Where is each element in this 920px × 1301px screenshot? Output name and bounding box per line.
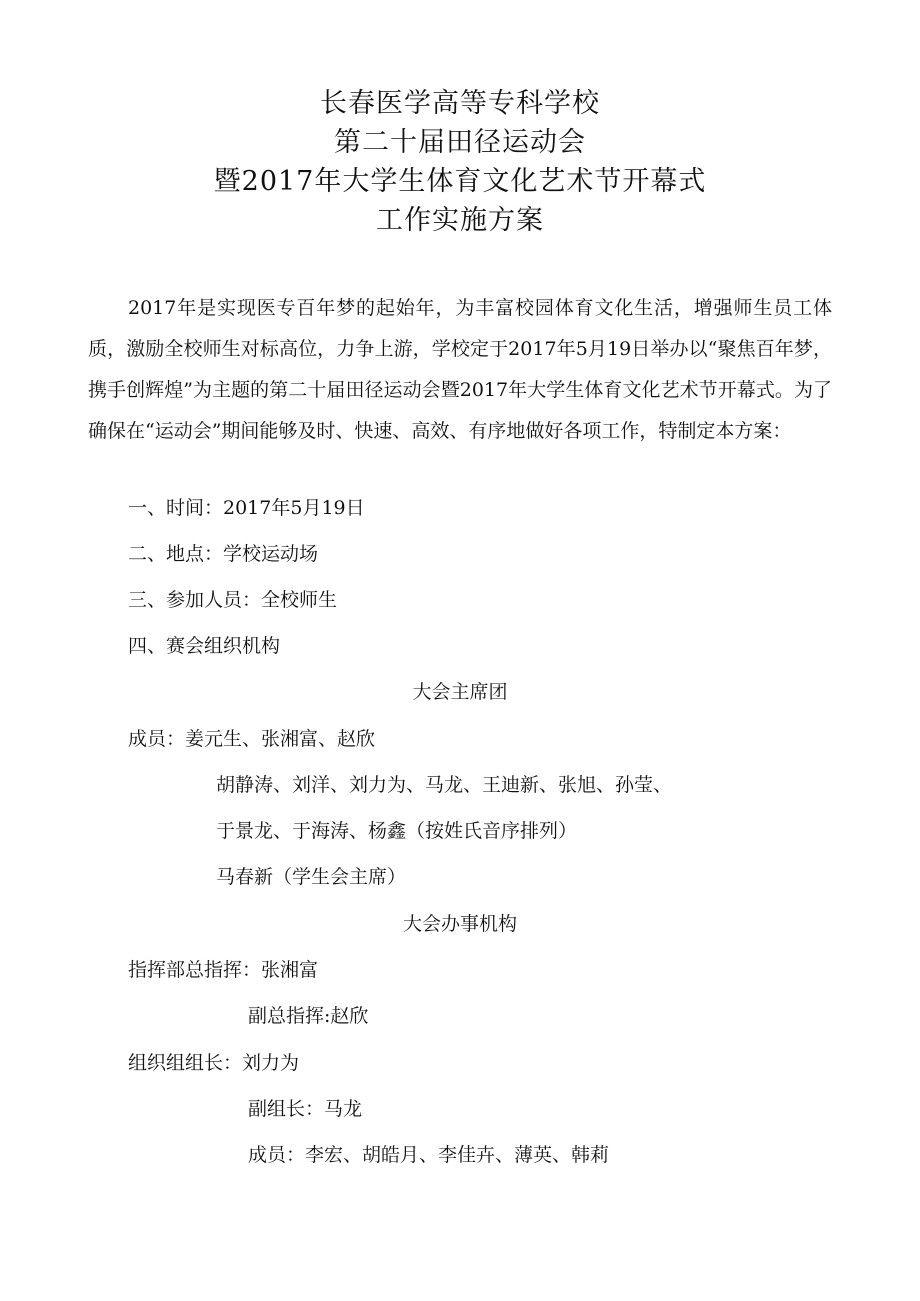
office-org-members: 成员：李宏、胡皓月、李佳卉、薄英、韩莉 (248, 1144, 610, 1166)
office-deputy-commander: 副总指挥:赵欣 (248, 1005, 369, 1027)
presidium-heading: 大会主席团 (412, 681, 508, 703)
section-participants: 三、参加人员：全校师生 (128, 589, 338, 611)
title-festival: 暨2017年大学生体育文化艺术节开幕式 (213, 166, 707, 197)
office-org-leader: 组织组组长：刘力为 (128, 1052, 300, 1074)
intro-paragraph: 2017年是实现医专百年梦的起始年，为丰富校园体育文化生活，增强师生员工体质，激励全校师生对标高位，力争上游，学校定于2017年5月19日举办以“聚焦百年梦，携手创辉煌”为主题的第二十届田径运动会暨2017年大学生体育文化艺术节开幕式。为了确保在“运动会”期间能够及时、快速、高效、有序地做好各项工作，特制定本方案： (88, 297, 832, 442)
title-school: 长春医学高等专科学校 (320, 88, 600, 119)
office-org-deputy: 副组长：马龙 (248, 1098, 363, 1120)
section-location: 二、地点：学校运动场 (128, 543, 319, 565)
office-heading: 大会办事机构 (402, 913, 517, 935)
section-time: 一、时间：2017年5月19日 (128, 497, 365, 519)
office-commander: 指挥部总指挥：张湘富 (128, 959, 319, 981)
presidium-members-line: 于景龙、于海涛、杨鑫（按姓氏音序排列） (216, 820, 578, 842)
presidium-members-label: 成员：姜元生、张湘富、赵欣 (128, 728, 376, 750)
title-event: 第二十届田径运动会 (334, 127, 586, 158)
title-plan: 工作实施方案 (376, 205, 544, 236)
presidium-members-line: 胡静涛、刘洋、刘力为、马龙、王迪新、张旭、孙莹、 (216, 774, 673, 796)
document-title (0, 84, 920, 240)
section-organization: 四、赛会组织机构 (128, 635, 281, 657)
presidium-members-line: 马春新（学生会主席） (216, 866, 407, 888)
